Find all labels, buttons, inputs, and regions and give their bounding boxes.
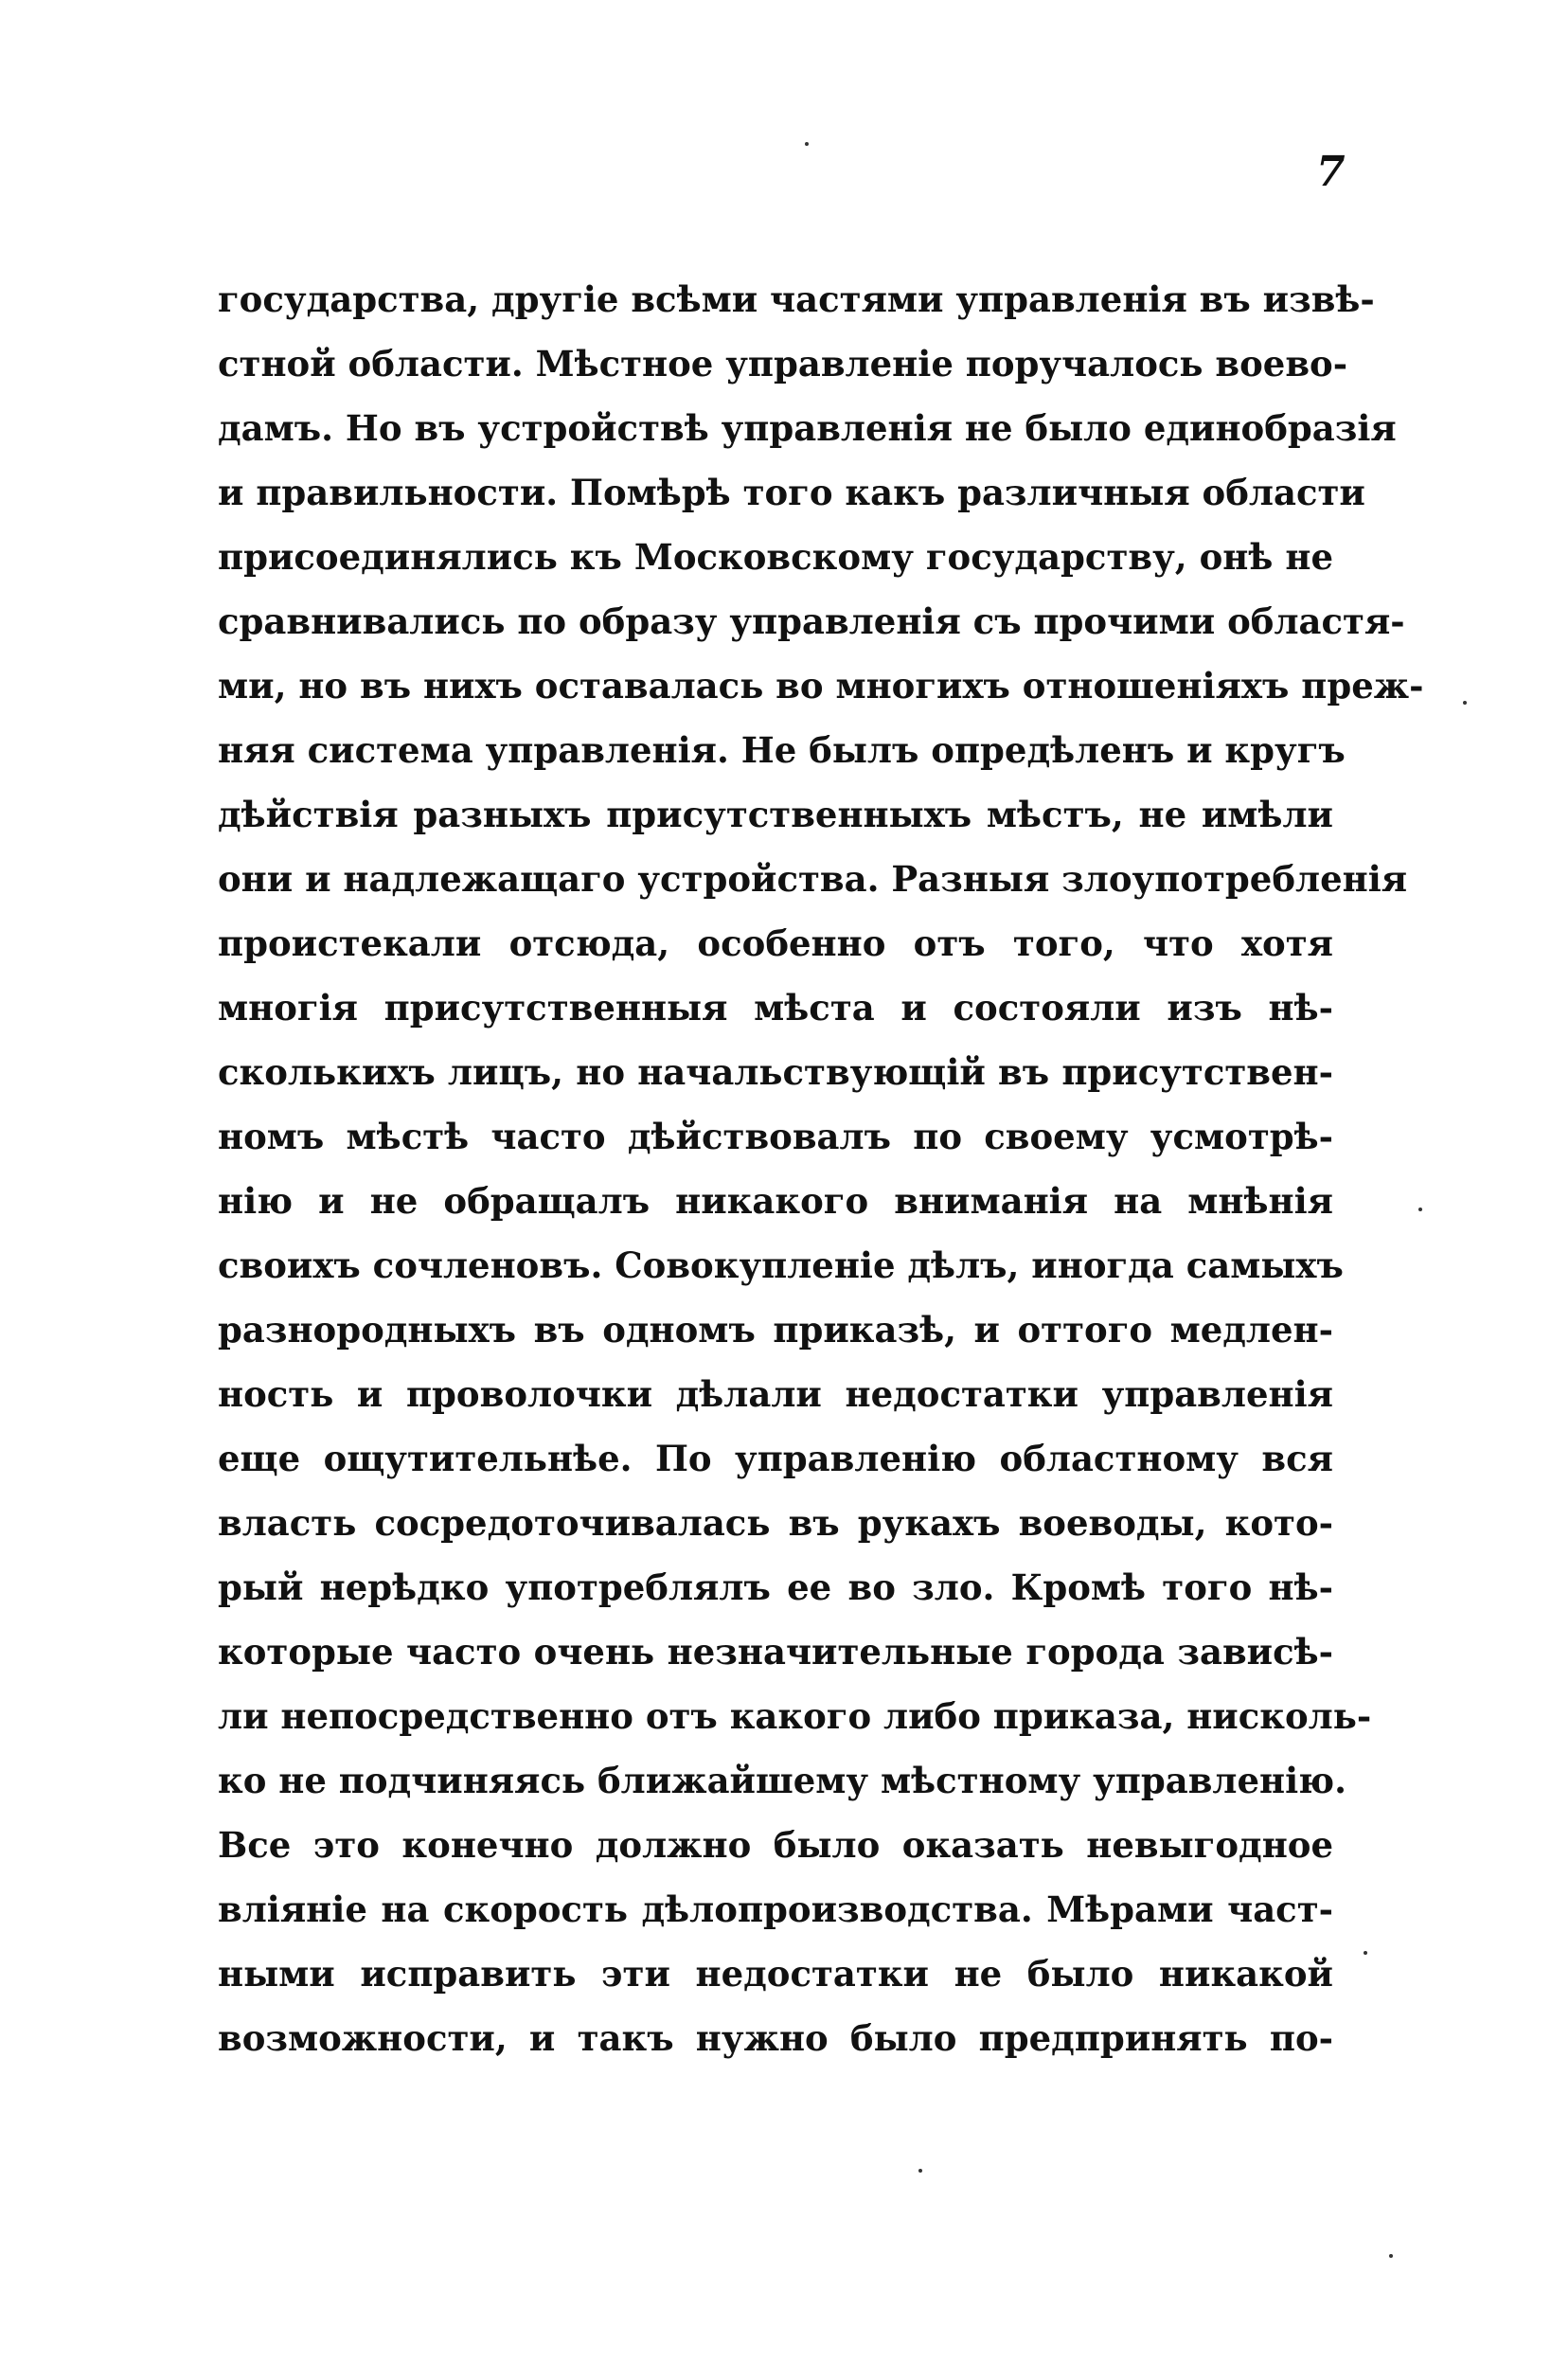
scan-speck: [1389, 2254, 1393, 2258]
text-line: и правильности. Помѣрѣ того какъ различныя области: [218, 472, 1365, 513]
text-line: ли непосредственно отъ какого либо приказа, нисколь-: [218, 1695, 1372, 1737]
text-line: своихъ сочленовъ. Совокупленіе дѣлъ, иногда самыхъ: [218, 1244, 1344, 1286]
text-line: разнородныхъ въ одномъ приказѣ, и оттого медлен-: [218, 1309, 1333, 1351]
text-line: Все это конечно должно было оказать невыгодное: [218, 1824, 1333, 1866]
text-line: государства, другіе всѣми частями управленія въ извѣ-: [218, 278, 1375, 320]
text-line: возможности, и такъ нужно было предпринять по-: [218, 2017, 1333, 2059]
text-line: стной области. Мѣстное управленіе поручалось воево-: [218, 343, 1348, 385]
scan-speck: [805, 142, 809, 146]
text-line: власть сосредоточивалась въ рукахъ воеводы, кото-: [218, 1502, 1333, 1544]
text-line: которые часто очень незначительные города зависѣ-: [218, 1631, 1333, 1673]
text-line: сравнивались по образу управленія съ прочими областя-: [218, 600, 1405, 642]
text-line: еще ощутительнѣе. По управленію областному вся: [218, 1438, 1333, 1479]
scan-speck: [1364, 1951, 1367, 1955]
text-line: ными исправить эти недостатки не было никакой: [218, 1953, 1333, 1995]
text-line: присоединялись къ Московскому государству, онѣ не: [218, 536, 1333, 578]
scan-speck: [1418, 1208, 1422, 1211]
text-line: дамъ. Но въ устройствѣ управленія не было единобразія: [218, 407, 1397, 449]
text-line: няя система управленія. Не былъ опредѣленъ и кругъ: [218, 729, 1346, 771]
text-line: многія присутственныя мѣста и состояли изъ нѣ-: [218, 987, 1333, 1029]
scan-speck: [918, 2169, 922, 2173]
text-line: они и надлежащаго устройства. Разныя злоупотребленія: [218, 858, 1408, 900]
text-line: ко не подчиняясь ближайшему мѣстному управленію.: [218, 1760, 1346, 1801]
text-line: номъ мѣстѣ часто дѣйствовалъ по своему усмотрѣ-: [218, 1116, 1333, 1157]
text-line: дѣйствія разныхъ присутственныхъ мѣстъ, не имѣли: [218, 794, 1333, 835]
text-line: ность и проволочки дѣлали недостатки управленія: [218, 1373, 1333, 1415]
text-line: сколькихъ лицъ, но начальствующій въ присутствен-: [218, 1051, 1333, 1093]
text-line: вліяніе на скорость дѣлопроизводства. Мѣрами част-: [218, 1888, 1333, 1930]
text-line: проистекали отсюда, особенно отъ того, что хотя: [218, 922, 1333, 964]
page-number: 7: [1316, 148, 1346, 196]
text-line: ми, но въ нихъ оставалась во многихъ отношеніяхъ преж-: [218, 665, 1424, 707]
body-text: [218, 267, 1424, 2070]
text-line: нію и не обращалъ никакого вниманія на мнѣнія: [218, 1180, 1333, 1222]
scan-speck: [1463, 701, 1467, 705]
text-line: рый нерѣдко употреблялъ ее во зло. Кромѣ того нѣ-: [218, 1566, 1333, 1608]
